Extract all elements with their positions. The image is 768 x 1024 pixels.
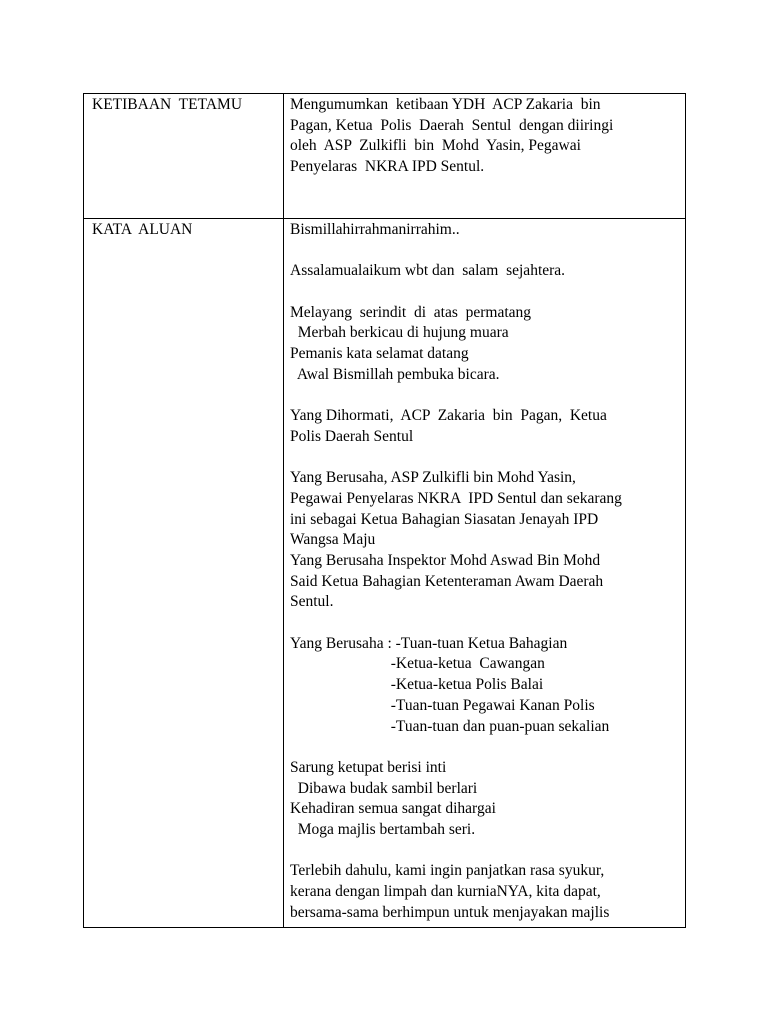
content-line: -Tuan-tuan dan puan-puan sekalian [290, 717, 610, 735]
blank-line [290, 386, 622, 407]
content-line: Yang Berusaha, ASP Zulkifli bin Mohd Yasin, [290, 469, 576, 487]
content-line: Wangsa Maju [290, 531, 376, 549]
content-line: Pegawai Penyelaras NKRA IPD Sentul dan sekarang [290, 489, 622, 507]
content-line: Yang Dihormati, ACP Zakaria bin Pagan, Ketua [290, 407, 607, 425]
row-label-ketibaan-tetamu: KETIBAAN TETAMU [92, 96, 243, 113]
content-line: Terlebih dahulu, kami ingin panjatkan rasa syukur, [290, 862, 605, 880]
content-line: Pemanis kata selamat datang [290, 345, 469, 363]
content-line: Yang Berusaha : -Tuan-tuan Ketua Bahagian [290, 634, 568, 652]
content-line: Mengumumkan ketibaan YDH ACP Zakaria bin [290, 96, 601, 113]
blank-line [290, 613, 622, 634]
content-line: Penyelaras NKRA IPD Sentul. [290, 158, 485, 176]
content-line: Sentul. [290, 593, 334, 611]
row-divider [84, 218, 685, 219]
content-line: Melayang serindit di atas permatang [290, 303, 532, 321]
content-line: Bismillahirrahmanirrahim.. [290, 221, 460, 238]
row-content-kata-aluan [290, 220, 622, 923]
content-line: Yang Berusaha Inspektor Mohd Aswad Bin Mohd [290, 552, 601, 569]
content-line: -Ketua-ketua Polis Balai [290, 676, 544, 694]
row-content-ketibaan-tetamu [290, 95, 613, 178]
blank-line [290, 241, 622, 262]
content-line: Awal Bismillah pembuka bicara. [290, 365, 500, 383]
content-line: bersama-sama berhimpun untuk menjayakan majlis [290, 903, 610, 921]
content-line: Assalamualaikum wbt dan salam sejahtera. [290, 262, 566, 280]
blank-line [290, 448, 622, 469]
content-line: Pagan, Ketua Polis Daerah Sentul dengan diiringi [290, 116, 614, 134]
content-line: Said Ketua Bahagian Ketenteraman Awam Daerah [290, 572, 604, 590]
content-line: Kehadiran semua sangat dihargai [290, 800, 496, 818]
blank-line [290, 737, 622, 758]
content-line: Dibawa budak sambil berlari [290, 779, 478, 797]
content-line: ini sebagai Ketua Bahagian Siasatan Jenayah IPD [290, 510, 599, 528]
row-label-kata-aluan: KATA ALUAN [92, 221, 193, 238]
content-line: Merbah berkicau di hujung muara [290, 324, 509, 342]
content-line: Polis Daerah Sentul [290, 427, 414, 445]
content-line: -Ketua-ketua Cawangan [290, 655, 545, 673]
content-line: Moga majlis bertambah seri. [290, 820, 476, 838]
content-line: Sarung ketupat berisi inti [290, 758, 447, 776]
content-line: -Tuan-tuan Pegawai Kanan Polis [290, 696, 595, 714]
blank-line [290, 841, 622, 862]
program-table [83, 93, 686, 928]
blank-line [290, 282, 622, 303]
content-line: kerana dengan limpah dan kurniaNYA, kita dapat, [290, 883, 601, 900]
content-line: oleh ASP Zulkifli bin Mohd Yasin, Pegawai [290, 137, 581, 155]
